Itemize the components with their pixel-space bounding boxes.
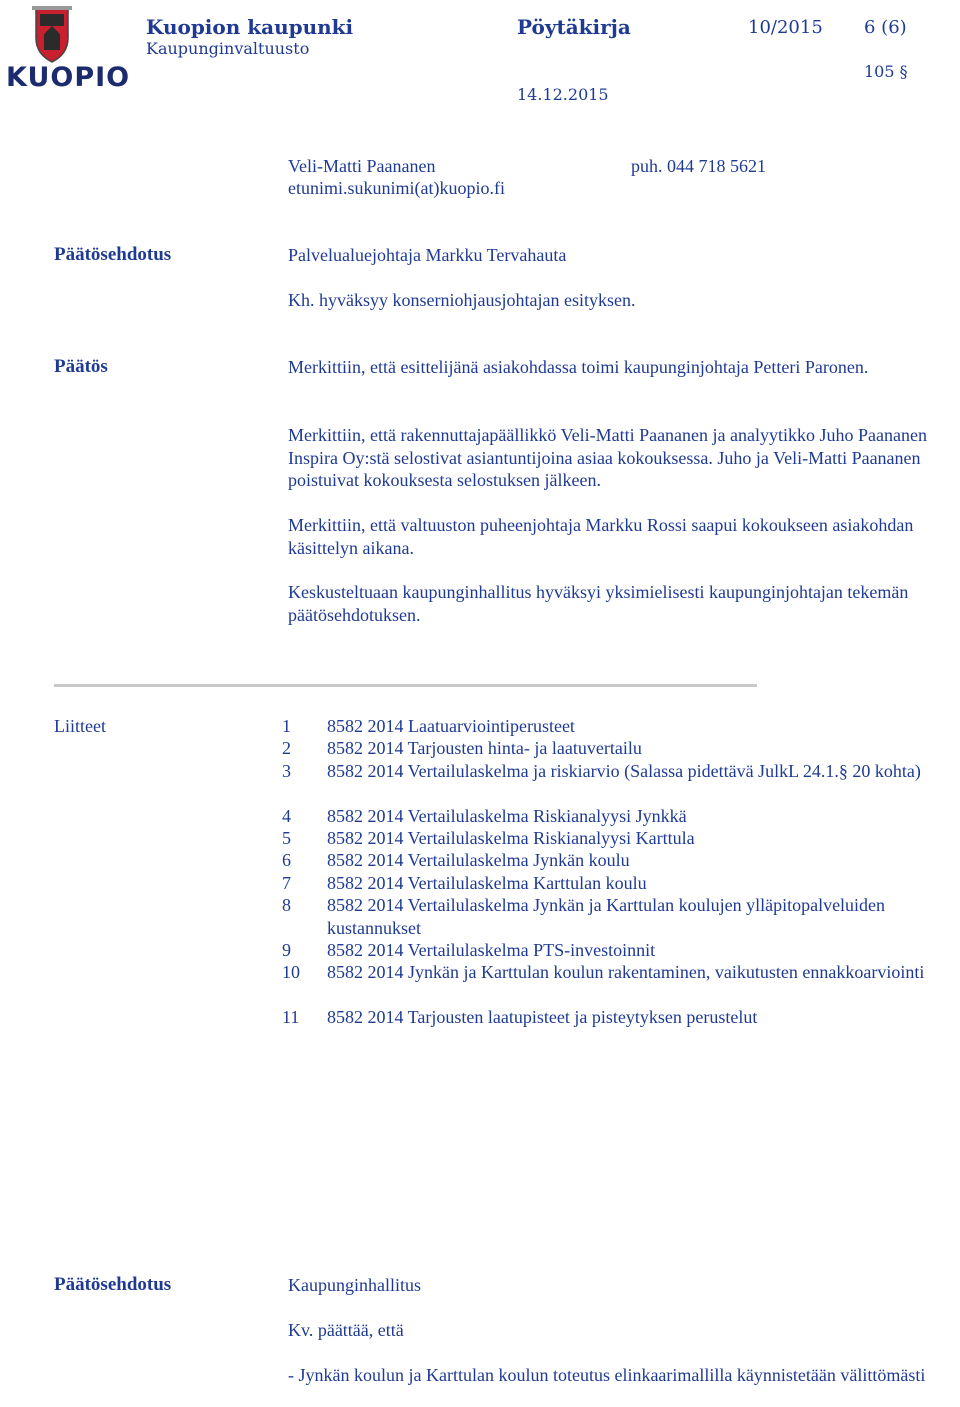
attachment-link[interactable]: 8582 2014 Vertailulaskelma Riskianalyysi Karttula xyxy=(327,828,695,848)
attachment-number: 7 xyxy=(282,873,291,893)
decision-paragraph: Merkittiin, että valtuuston puheenjohtaja Markku Rossi saapui kokoukseen asiakohdan käsittelyn aikana. xyxy=(288,515,914,558)
proposal-label: Päätösehdotus xyxy=(54,1274,172,1295)
attachment-number: 11 xyxy=(282,1007,300,1027)
proposal-author: Palvelualuejohtaja Markku Tervahauta xyxy=(288,245,567,265)
attachment-link[interactable]: 8582 2014 Tarjousten laatupisteet ja pisteytyksen perustelut xyxy=(327,1007,758,1027)
attachment-link[interactable]: 8582 2014 Vertailulaskelma Riskianalyysi Jynkkä xyxy=(327,806,687,826)
attachment-link[interactable]: 8582 2014 Vertailulaskelma Karttulan koulu xyxy=(327,873,647,893)
decision-paragraph: Keskusteltuaan kaupunginhallitus hyväksyi yksimielisesti kaupunginjohtajan tekemän päätösehdotuksen. xyxy=(288,582,909,625)
section-divider xyxy=(54,684,757,687)
meeting-date: 14.12.2015 xyxy=(517,85,609,104)
attachment-number: 5 xyxy=(282,828,291,848)
attachment-link[interactable]: 8582 2014 Tarjousten hinta- ja laatuvertailu xyxy=(327,738,642,758)
attachment-number: 3 xyxy=(282,761,291,781)
coat-of-arms-icon xyxy=(6,4,98,66)
attachment-number: 4 xyxy=(282,806,291,826)
attachment-link[interactable]: 8582 2014 Vertailulaskelma ja riskiarvio (Salassa pidettävä JulkL 24.1.§ 20 kohta) xyxy=(327,761,921,781)
attachment-number: 8 xyxy=(282,895,291,915)
attachment-link[interactable]: 8582 2014 Jynkän ja Karttulan koulun rakentaminen, vaikutusten ennakkoarviointi xyxy=(327,962,925,982)
decision-label: Päätös xyxy=(54,356,108,377)
proposal-bullet: - Jynkän koulun ja Karttulan koulun toteutus elinkaarimallilla käynnistetään välittömästi xyxy=(288,1365,926,1385)
kuopio-logo xyxy=(6,4,131,96)
proposal-author: Kaupunginhallitus xyxy=(288,1275,421,1295)
council-name: Kaupunginvaltuusto xyxy=(146,39,310,58)
document-type: Pöytäkirja xyxy=(517,15,631,39)
attachment-number: 2 xyxy=(282,738,291,758)
attachment-number: 10 xyxy=(282,962,300,982)
contact-name: Veli-Matti Paananen xyxy=(288,156,436,176)
contact-email: etunimi.sukunimi(at)kuopio.fi xyxy=(288,178,505,198)
decision-paragraph: Merkittiin, että esittelijänä asiakohdassa toimi kaupunginjohtaja Petteri Paronen. xyxy=(288,357,869,377)
attachments-label: Liitteet xyxy=(54,716,106,736)
page-number: 6 (6) xyxy=(864,17,907,38)
attachment-link[interactable]: 8582 2014 Vertailulaskelma PTS-investoinnit xyxy=(327,940,656,960)
section-number: 105 § xyxy=(864,62,908,81)
attachment-number: 9 xyxy=(282,940,291,960)
logo-text: KUOPIO xyxy=(6,62,131,93)
attachment-number: 1 xyxy=(282,716,291,736)
document-number: 10/2015 xyxy=(748,17,823,38)
attachment-link[interactable]: 8582 2014 Vertailulaskelma Jynkän ja Karttulan koulujen ylläpitopalveluiden kustannukset xyxy=(327,895,886,938)
org-name: Kuopion kaupunki xyxy=(146,15,354,39)
proposal-intro: Kv. päättää, että xyxy=(288,1320,404,1340)
proposal-label: Päätösehdotus xyxy=(54,244,172,265)
decision-paragraph: Merkittiin, että rakennuttajapäällikkö Veli-Matti Paananen ja analyytikko Juho Paananen Inspira Oy:stä selostivat asiantuntijoina asiaa kokouksessa. Juho ja Veli-Matti Paananen poistuivat kokouksesta selostuksen jälkeen. xyxy=(288,425,927,490)
attachment-link[interactable]: 8582 2014 Vertailulaskelma Jynkän koulu xyxy=(327,850,630,870)
contact-phone: puh. 044 718 5621 xyxy=(631,156,766,176)
proposal-text: Kh. hyväksyy konserniohjausjohtajan esityksen. xyxy=(288,290,636,310)
attachment-link[interactable]: 8582 2014 Laatuarviointiperusteet xyxy=(327,716,575,736)
attachment-number: 6 xyxy=(282,850,291,870)
